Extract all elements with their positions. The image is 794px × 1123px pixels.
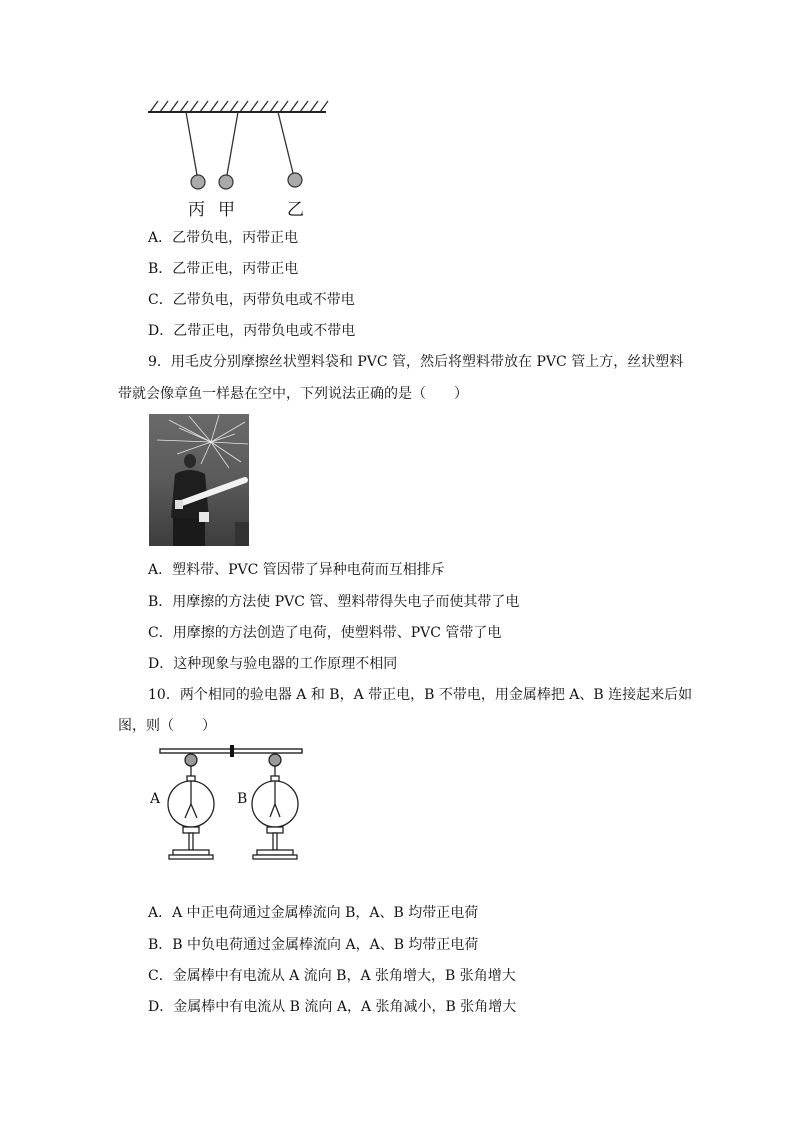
q10-stem-line2: 图，则（ ） xyxy=(118,718,216,734)
octopus-photo xyxy=(149,414,249,546)
electroscope-b xyxy=(252,754,298,859)
pendulum-figure xyxy=(140,92,340,220)
q10-option-d: D．金属棒中有电流从 B 流向 A，A 张角减小，B 张角增大 xyxy=(148,999,517,1015)
q9-option-c: C．用摩擦的方法创造了电荷，使塑料带、PVC 管带了电 xyxy=(148,625,502,641)
string-yi xyxy=(278,112,293,173)
q9-option-d: D．这种现象与验电器的工作原理不相同 xyxy=(148,656,398,672)
electroscope-a-label: A xyxy=(150,791,161,807)
electroscope-b-label: B xyxy=(237,791,248,807)
q9-option-a: A．塑料带、PVC 管因带了异种电荷而互相排斥 xyxy=(148,562,445,578)
string-jia xyxy=(227,112,238,175)
q8-option-b: B．乙带正电，丙带正电 xyxy=(148,261,299,277)
person-head xyxy=(184,454,196,468)
label-jia: 甲 xyxy=(218,200,235,220)
electroscope-figure xyxy=(146,742,308,866)
ball-bing xyxy=(191,175,205,189)
q9-stem-line2: 带就会像章鱼一样悬在空中，下列说法正确的是（ ） xyxy=(118,386,468,402)
q10-option-a: A．A 中正电荷通过金属棒流向 B，A、B 均带正电荷 xyxy=(148,905,479,921)
rod-handle xyxy=(230,745,234,757)
q10-stem-line1: 10．两个相同的验电器 A 和 B，A 带正电，B 不带电，用金属棒把 A、B 连接起来后如 xyxy=(148,687,693,703)
q8-option-c: C．乙带负电，丙带负电或不带电 xyxy=(148,292,355,308)
ceiling-hatch xyxy=(148,101,328,112)
label-bing: 丙 xyxy=(188,200,205,220)
label-yi: 乙 xyxy=(287,200,304,220)
q10-option-c: C．金属棒中有电流从 A 流向 B，A 张角增大，B 张角增大 xyxy=(148,968,516,984)
q8-option-d: D．乙带正电，丙带负电或不带电 xyxy=(148,323,356,339)
q8-option-a: A．乙带负电，丙带正电 xyxy=(148,230,299,246)
q10-option-b: B．B 中负电荷通过金属棒流向 A，A、B 均带正电荷 xyxy=(148,937,479,953)
electroscope-a xyxy=(168,754,214,859)
q9-stem-line1: 9．用毛皮分别摩擦丝状塑料袋和 PVC 管，然后将塑料带放在 PVC 管上方，丝状塑料 xyxy=(148,354,684,370)
ball-jia xyxy=(219,175,233,189)
string-bing xyxy=(186,112,197,175)
q9-option-b: B．用摩擦的方法使 PVC 管、塑料带得失电子而使其带了电 xyxy=(148,594,520,610)
ball-yi xyxy=(288,173,302,187)
